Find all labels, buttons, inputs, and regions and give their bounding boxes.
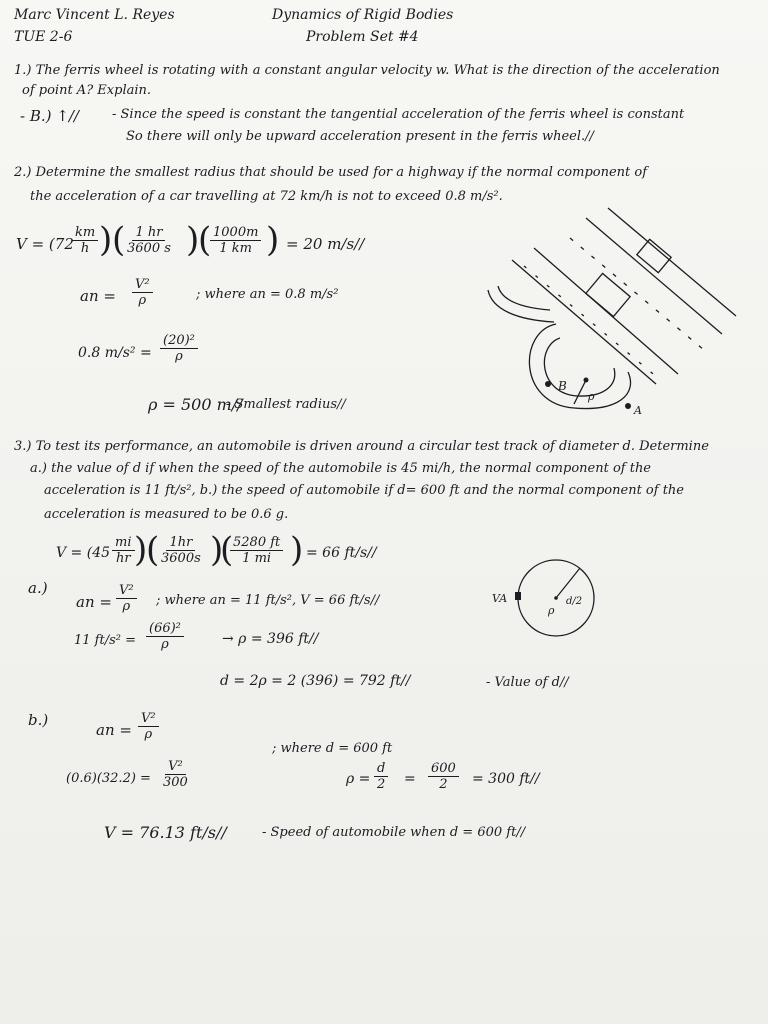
- p3-a-an-lhs: an =: [76, 593, 112, 611]
- center-dot: [584, 378, 589, 383]
- p3-v-paren2: (: [146, 530, 160, 570]
- p3-part-b-label: b.): [28, 711, 49, 729]
- student-name: Marc Vincent L. Reyes: [14, 7, 175, 23]
- p2-v-frac1: $\frac{km}{h}$: [72, 226, 98, 257]
- label-a: A: [634, 404, 642, 417]
- p3-b-rho-lhs: ρ =: [346, 771, 371, 787]
- p3-question-line1: 3.) To test its performance, an automobile is driven around a circular test track of diameter d. Determine: [14, 439, 709, 454]
- highway-diagram: [478, 204, 738, 424]
- p2-v-result: = 20 m/s//: [286, 235, 365, 253]
- p2-rho-result: ρ = 500 m//: [148, 395, 243, 414]
- p3-v-paren3: ): [210, 530, 224, 570]
- p2-sub-frac: $\frac{\text{(20)²}}{\rho}$: [160, 334, 198, 365]
- p2-v-frac3: $\frac{1000m}{1 km}$: [210, 226, 261, 257]
- p3-a-sub-frac: $\frac{\text{(66)²}}{\rho}$: [146, 622, 184, 653]
- p2-question-line1: 2.) Determine the smallest radius that should be used for a highway if the normal component of: [14, 165, 648, 180]
- p2-sub-lhs: 0.8 m/s² =: [78, 345, 152, 361]
- radius-line: [574, 380, 586, 404]
- p3-b-v-result: V = 76.13 ft/s//: [104, 823, 227, 842]
- p3-b-an-frac: $\frac{\text{V²}}{\rho}$: [138, 712, 159, 743]
- problem-set-title: Problem Set #4: [306, 29, 419, 45]
- p2-an-frac: $\frac{\text{V²}}{\rho}$: [132, 278, 153, 309]
- p3-a-d: d = 2ρ = 2 (396) = 792 ft//: [220, 673, 411, 689]
- p3-question-line4: acceleration is measured to be 0.6 g.: [44, 507, 289, 522]
- label-b: B: [558, 379, 567, 393]
- test-track-diagram: [488, 556, 618, 646]
- overpass-deck: [586, 273, 630, 316]
- p3-a-sub-lhs: 11 ft/s² =: [74, 633, 136, 648]
- p3-b-rho-frac1: $\frac{d}{2}$: [374, 762, 388, 793]
- p2-v-lhs: V = (72: [16, 235, 74, 253]
- p3-a-an-frac: $\frac{\text{V²}}{\rho}$: [116, 584, 137, 615]
- p2-v-paren3: ): [186, 220, 200, 260]
- p3-v-frac2: $\frac{1hr}{3600s}$: [161, 535, 201, 567]
- p3-v-frac3: $\frac{5280 ft}{1 mi}$: [230, 536, 283, 567]
- p3-v-frac1: $\frac{mi}{hr}$: [112, 536, 135, 567]
- p1-explanation-line1: - Since the speed is constant the tangential acceleration of the ferris wheel is constant: [112, 107, 685, 122]
- track-radius-line: [556, 568, 580, 598]
- overpass-deck-2: [637, 239, 671, 272]
- p2-v-paren4: (: [198, 220, 212, 260]
- p3-b-sub-frac: $\frac{\text{V²}}{300}$: [163, 759, 188, 791]
- p2-an-lhs: an =: [80, 287, 116, 305]
- p3-v-paren4: (: [220, 530, 234, 570]
- p2-v-frac2: $\frac{1 hr}{3600 s}$: [127, 225, 171, 257]
- point-b-dot: [545, 381, 551, 387]
- p3-b-sub-lhs: (0.6)(32.2) =: [66, 771, 151, 786]
- p1-explanation-line2: So there will only be upward acceleration present in the ferris wheel.//: [126, 129, 594, 144]
- p3-b-v-note: - Speed of automobile when d = 600 ft//: [262, 825, 526, 840]
- p1-question-line1: 1.) The ferris wheel is rotating with a constant angular velocity w. What is the direction of the acceleration: [14, 63, 720, 78]
- p3-a-rho: → ρ = 396 ft//: [222, 631, 319, 647]
- class-section: TUE 2-6: [14, 29, 73, 45]
- merge-curve-left-2: [498, 286, 550, 310]
- p3-b-rho-eq: =: [404, 771, 416, 787]
- highway-edge-4: [512, 260, 656, 384]
- p3-part-a-label: a.): [28, 579, 48, 597]
- track-center-dot: [554, 596, 558, 600]
- label-rho: ρ: [588, 390, 595, 403]
- p1-answer-label: - B.) ↑//: [20, 107, 79, 125]
- car-marker: [515, 592, 521, 600]
- merge-curve-left: [488, 290, 554, 322]
- p3-v-paren1: ): [134, 530, 148, 570]
- label-d-half: d/2: [566, 596, 583, 607]
- point-a-dot: [625, 403, 631, 409]
- p2-v-paren5: ): [266, 220, 280, 260]
- p3-a-where: ; where an = 11 ft/s², V = 66 ft/s//: [156, 593, 380, 608]
- p3-b-where: ; where d = 600 ft: [272, 741, 393, 756]
- p3-v-lhs: V = (45: [56, 545, 111, 561]
- p2-rho-note: - Smallest radius//: [226, 397, 346, 412]
- p3-question-line2: a.) the value of d if when the speed of the automobile is 45 mi/h, the normal component of the: [30, 461, 652, 476]
- label-track-rho: ρ: [548, 604, 555, 617]
- p3-v-result: = 66 ft/s//: [306, 545, 377, 561]
- p3-b-rho-result: = 300 ft//: [472, 771, 540, 787]
- label-va: VA: [492, 592, 508, 605]
- p3-a-d-note: - Value of d//: [486, 675, 569, 690]
- p3-v-paren5: ): [290, 530, 304, 570]
- p2-question-line2: the acceleration of a car travelling at 72 km/h is not to exceed 0.8 m/s².: [30, 189, 503, 204]
- course-title: Dynamics of Rigid Bodies: [272, 7, 454, 23]
- p3-b-an-lhs: an =: [96, 721, 132, 739]
- p2-v-paren2: (: [112, 220, 126, 260]
- p1-question-line2: of point A? Explain.: [22, 83, 152, 98]
- p2-v-paren1: ): [99, 220, 113, 260]
- p2-where: ; where an = 0.8 m/s²: [196, 287, 339, 302]
- p3-b-rho-frac2: $\frac{600}{2}$: [428, 762, 459, 793]
- loop-ramp-inner: [544, 338, 614, 396]
- p3-question-line3: acceleration is 11 ft/s², b.) the speed of automobile if d= 600 ft and the normal component of the: [44, 483, 684, 498]
